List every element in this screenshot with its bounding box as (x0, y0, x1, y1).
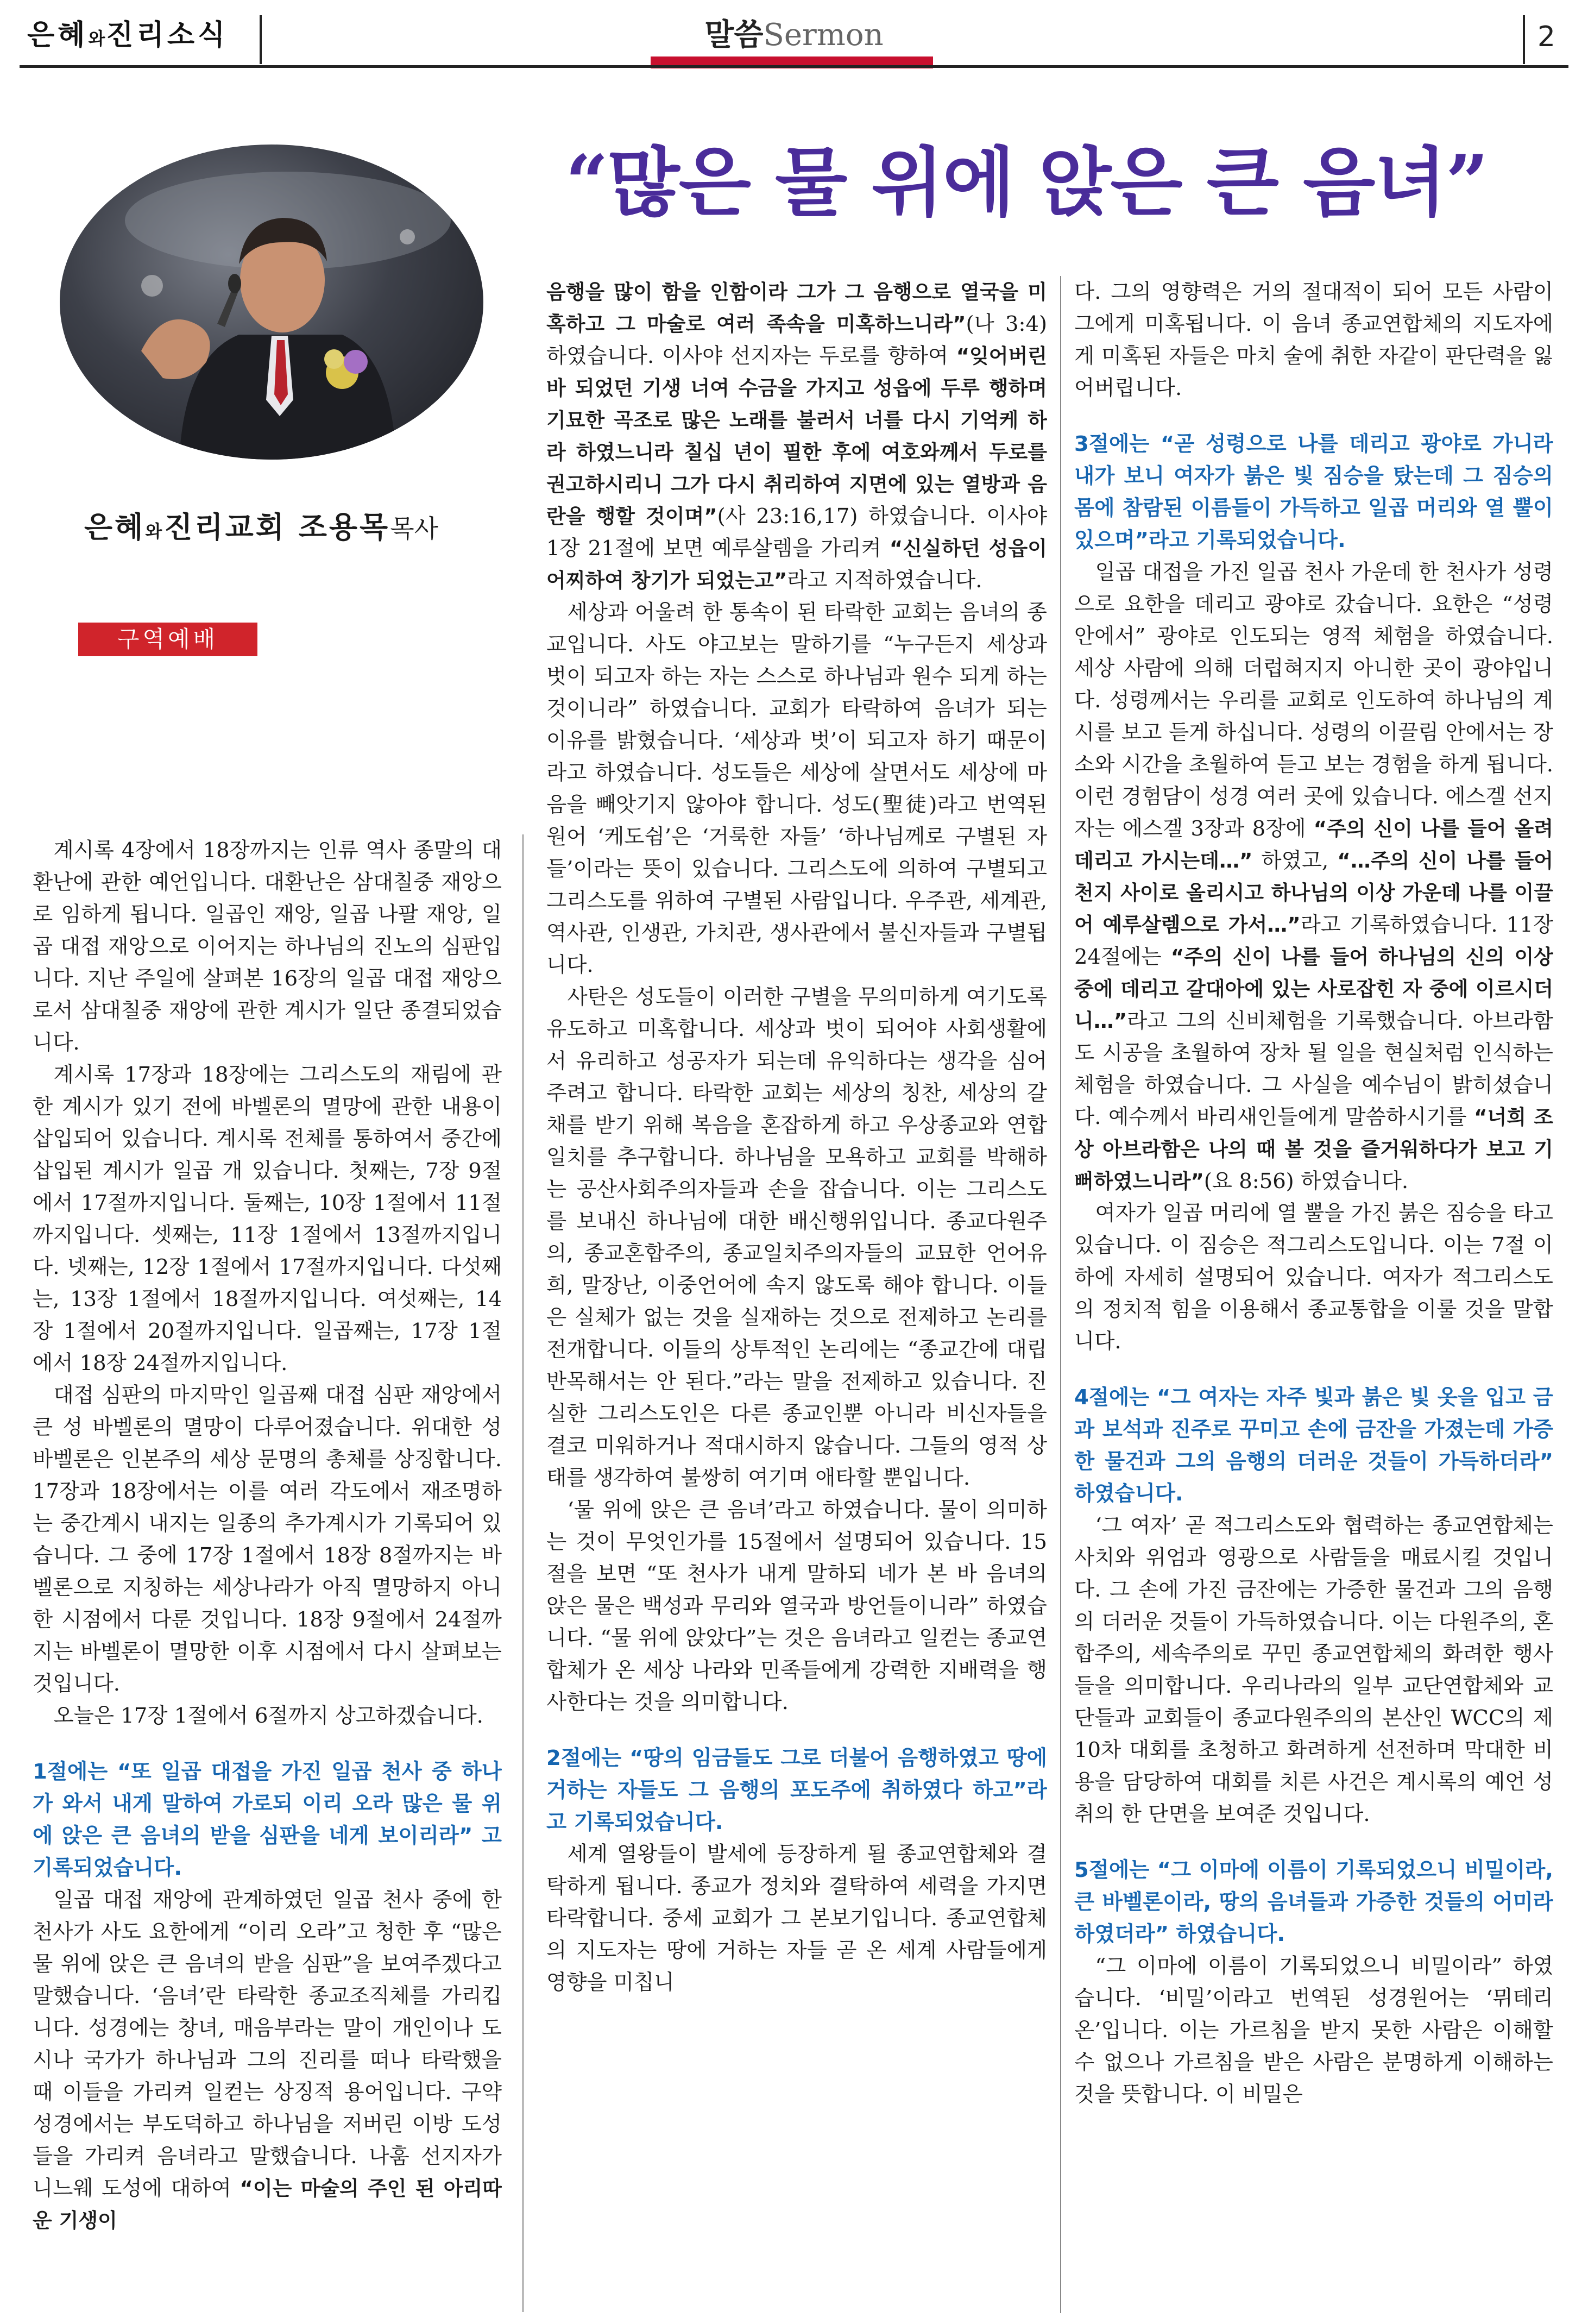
verse-heading: 3절에는 “곧 성령으로 나를 데리고 광야로 가니라 내가 보니 여자가 붉은 빛 짐승을 탔는데 그 짐승의 몸에 참람된 이름들이 가득하고 일곱 머리와 열 뿔이 있으며”라고 기록되었습니다. (1074, 432, 1553, 552)
paragraph: 대접 심판의 마지막인 일곱째 대접 심판 재앙에서 큰 성 바벨론의 멸망이 다루어졌습니다. 위대한 성 바벨론은 인본주의 세상 문명의 총체를 상징합니다. 17장과 18장에서는 이를 여러 각도에서 재조명하는 중간계시 내지는 일종의 추가계시가 기록되어 있습니다. 그 중에 17장 1절에서 18장 8절까지는 바벨론으로 지칭하는 세상나라가 아직 멸망하지 아니한 시점에서 다룬 것입니다. 18장 9절에서 24절까지는 바벨론이 멸망한 이후 시점에서 다시 살펴보는 것입니다. (33, 1383, 502, 1696)
paragraph: “그 이마에 이름이 기록되었으니 비밀이라” 하였습니다. ‘비밀’이라고 번역된 성경원어는 ‘뮈테리온’입니다. 이는 가르침을 받지 못한 사람은 이해할 수 없으나 가르침을 받은 사람은 분명하게 이해하는 것을 뜻합니다. 이 비밀은 (1074, 1954, 1553, 2107)
sermon-column-2 (546, 276, 1047, 2319)
paragraph: 오늘은 17장 1절에서 6절까지 상고하겠습니다. (53, 1704, 483, 1728)
sermon-title: “많은 물 위에 앉은 큰 음녀” (565, 138, 1488, 227)
verse-heading: 2절에는 “땅의 임금들도 그로 더불어 음행하였고 땅에 거하는 자들도 그 음행의 포도주에 취하였다 하고”라고 기록되었습니다. (546, 1746, 1047, 1835)
scripture-quote: “신실하던 성읍이 어찌하여 창기가 되었는고” (546, 537, 1047, 592)
church-name-part: 와 (145, 521, 165, 542)
paragraph: ‘물 위에 앉은 큰 음녀’라고 하였습니다. 물이 의미하는 것이 무엇인가를 15절에서 설명되어 있습니다. 15절을 보면 “또 천사가 내게 말하되 네가 본 바 음녀의 앉은 물은 백성과 무리와 열국과 방언들이니라” 하였습니다. “물 위에 앉았다”는 것은 음녀라고 일컫는 종교연합체가 온 세상 나라와 민족들에게 강력한 지배력을 행사한다는 것을 의미합니다. (546, 1498, 1047, 1714)
scripture-quote: “…주의 신이 나를 들어 천지 사이로 올리시고 하나님의 이상 가운데 나를 이끌어 예루살렘으로 가서…” (1074, 849, 1553, 937)
paragraph: 계시록 4장에서 18장까지는 인류 역사 종말의 대환난에 관한 예언입니다. 대환난은 삼대칠중 재앙으로 임하게 됩니다. 일곱인 재앙, 일곱 나팔 재앙, 일곱 대접 재앙으로 이어지는 하나님의 진노의 심판입니다. 지난 주일에 살펴본 16장의 일곱 대접 재앙으로서 삼대칠중 재앙에 관한 계시가 일단 종결되었습니다. (33, 838, 502, 1055)
paragraph (33, 1884, 502, 2237)
verse-heading: 1절에는 “또 일곱 대접을 가진 일곱 천사 중 하나가 와서 내게 말하여 가로되 이리 오라 많은 물 위에 앉은 큰 음녀의 받을 심판을 네게 보이리라” 고 기록되었습니다. (33, 1760, 502, 1880)
brand-part: 와 (88, 28, 106, 49)
pastor-photo-illustration (60, 145, 483, 460)
scripture-reference: · 성경 : 요한계시록 17장 1절~6절 (77, 673, 384, 696)
column-rule (1060, 276, 1061, 2313)
section-name-ko: 말씀 (704, 17, 764, 53)
paragraph: 여자가 일곱 머리에 열 뿔을 가진 붉은 짐승을 타고 있습니다. 이 짐승은 적그리스도입니다. 이는 7절 이하에 자세히 설명되어 있습니다. 여자가 적그리스도의 정치적 힘을 이용해서 종교통합을 이룰 것을 말합니다. (1074, 1201, 1553, 1354)
service-info-box (62, 639, 494, 771)
text-run: 일곱 대접 재앙에 관계하였던 일곱 천사 중에 한 천사가 사도 요한에게 “이리 오라”고 청한 후 “많은 물 위에 앉은 큰 음녀의 받을 심판”을 보여주겠다고 말했습니다. ‘음녀’란 타락한 종교조직체를 가리킵니다. 성경에는 창녀, 매음부라는 말이 개인이나 도시나 국가가 하나님과 그의 진리를 떠나 타락했을 때 이들을 가리켜 일컫는 상징적 용어입니다. 구약성경에서는 부도덕하고 하나님을 저버린 이방 도성들을 가리켜 음녀라고 말했습니다. 나훔 선지자가 니느웨 도성에 대하여 (33, 1888, 502, 2201)
text-run: 일곱 대접을 가진 일곱 천사 가운데 한 천사가 성령으로 요한을 데리고 광야로 갔습니다. 요한은 “성령 안에서” 광야로 인도되는 영적 체험을 하였습니다. 세상 사람에 의해 더럽혀지지 아니한 곳이 광야입니다. 성령께서는 우리를 교회로 인도하여 하나님의 계시를 보고 듣게 하십니다. 성령의 이끌림 안에서는 장소와 시간을 초월하여 듣고 보는 경험을 하게 됩니다. 이런 경험담이 성경 여러 곳에 있습니다. 에스겔 선지자는 에스겔 3장과 8장에 (1074, 560, 1553, 841)
church-name-part: 진리교회 (164, 510, 286, 544)
text-run: (요 8:56) 하였습니다. (1203, 1169, 1409, 1194)
pastor-title: 목사 (390, 514, 439, 543)
church-name-part: 은혜 (84, 510, 146, 544)
brand-part: 은혜 (27, 19, 89, 52)
text-run: 라고 기록하였습니다. 11장 24절에는 (1074, 913, 1553, 969)
paragraph: 다. 그의 영향력은 거의 절대적이 되어 모든 사람이 그에게 미혹됩니다. 이 음녀 종교연합체의 지도자에게 미혹된 자들은 마치 술에 취한 자같이 판단력을 잃어버립니다. (1074, 280, 1553, 400)
verse-heading: 4절에는 “그 여자는 자주 빛과 붉은 빛 옷을 입고 금과 보석과 진주로 꾸미고 손에 금잔을 가졌는데 가증한 물건과 그의 음행의 더러운 것들이 가득하더라” 하였습니다. (1074, 1385, 1553, 1506)
paragraph (1074, 556, 1553, 1197)
page-number: 2 (1537, 21, 1555, 53)
hymn-reference: · 찬송 : 은혜와진리찬양 363장 (77, 711, 348, 734)
paragraph (546, 276, 1047, 596)
scripture-quote: “주의 신이 나를 들어 올려 데리고 가시는데…” (1074, 817, 1553, 872)
sermon-column-3 (1074, 276, 1553, 2319)
paragraph: 세계 열왕들이 발세에 등장하게 될 종교연합체와 결탁하게 됩니다. 종교가 정치와 결탁하여 세력을 가지면 타락합니다. 중세 교회가 그 본보기입니다. 종교연합체의 지도자는 땅에 거하는 자들 곧 온 세계 사람들에게 영향을 미칩니 (546, 1842, 1047, 1995)
page-header (0, 0, 1588, 67)
scripture-quote: “주의 신이 나를 들어 하나님의 신의 이상 중에 데리고 갈대아에 있는 사로잡힌 자 중에 이르시더니…” (1074, 945, 1553, 1033)
pastor-byline (84, 504, 438, 546)
verse-heading: 5절에는 “그 이마에 이름이 기록되었으니 비밀이라, 큰 바벨론이라, 땅의 음녀들과 가증한 것들의 어미라 하였더라” 하였습니다. (1074, 1858, 1553, 1946)
paragraph: 사탄은 성도들이 이러한 구별을 무의미하게 여기도록 유도하고 미혹합니다. 세상과 벗이 되어야 사회생활에서 유리하고 성공자가 되는데 유익하다는 생각을 심어주려고 합니다. 타락한 교회는 세상의 칭찬, 세상의 갈채를 받기 위해 복음을 혼잡하게 하고 우상종교와 연합 일치를 추구합니다. 하나님을 모욕하고 교회를 박해하는 공산사회주의자들과 손을 잡습니다. 이는 그리스도를 보내신 하나님에 대한 배신행위입니다. 종교다원주의, 종교혼합주의, 종교일치주의자들의 교묘한 언어유희, 말장난, 이중언어에 속지 않도록 해야 합니다. 이들은 실체가 없는 것을 실재하는 것으로 전제하고 논리를 전개합니다. 이들의 상투적인 논리에는 “종교간에 대립 반목해서는 안 된다.”라는 말을 전제하고 있습니다. 진실한 그리스도인은 다른 종교인뿐 아니라 비신자들을 결코 미워하거나 적대시하지 않습니다. 그들의 영적 상태를 생각하여 불쌍히 여기며 애타할 뿐입니다. (546, 985, 1047, 1490)
text-run: 라고 지적하였습니다. (787, 568, 982, 593)
scripture-quote: “이는 마술의 주인 된 아리따운 기생이 (33, 2177, 502, 2232)
scripture-quote: “너희 조상 아브라함은 나의 때 볼 것을 즐거워하다가 보고 기뻐하였느니라” (1074, 1106, 1553, 1193)
text-run: 하였고, (1252, 849, 1338, 873)
scripture-quote: “잊어버린 바 되었던 기생 너여 수금을 가지고 성읍에 두루 행하며 기묘한 곡조로 많은 노래를 불러서 너를 다시 기억케 하라 하였느니라 칠십 년이 필한 후에 여호와께서 두로를 권고하시리니 그가 다시 취리하여 지면에 있는 열방과 음란을 행할 것이며” (546, 344, 1047, 528)
column-rule (522, 834, 524, 2312)
header-separator (1523, 15, 1525, 64)
paragraph: 세상과 어울려 한 통속이 된 타락한 교회는 음녀의 종교입니다. 사도 야고보는 말하기를 “누구든지 세상과 벗이 되고자 하는 자는 스스로 하나님과 원수 되게 하는 것이니라” 하였습니다. 교회가 타락하여 음녀가 되는 이유를 밝혔습니다. ‘세상과 벗’이 되고자 하기 때문이라고 하였습니다. 성도들은 세상에 살면서도 세상에 마음을 빼앗기지 않아야 합니다. 성도(聖徒)라고 번역된 원어 ‘케도쉼’은 ‘거룩한 자들’ ‘하나님께로 구별된 자들’이라는 뜻이 있습니다. 그리스도에 의하여 구별되고 그리스도를 위하여 구별된 사람입니다. 우주관, 세계관, 역사관, 인생관, 가치관, 생사관에서 불신자들과 구별됩니다. (546, 600, 1047, 977)
service-tab-label: 구역예배 (78, 623, 257, 656)
sermon-column-1 (33, 834, 502, 2317)
text-run: (나 3:4) 하였습니다. 이사야 선지자는 두로를 향하여 (546, 312, 1047, 368)
section-name-en: Sermon (763, 17, 884, 53)
paragraph: 계시록 17장과 18장에는 그리스도의 재림에 관한 계시가 있기 전에 바벨론의 멸망에 관한 내용이 삽입되어 있습니다. 계시록 전체를 통하여서 중간에 삽입된 계시가 일곱 개 있습니다. 첫째는, 7장 9절에서 17절까지입니다. 둘째는, 10장 1절에서 11절까지입니다. 셋째는, 11장 1절에서 13절까지입니다. 넷째는, 12장 1절에서 17절까지입니다. 다섯째는, 13장 1절에서 18절까지입니다. 여섯째는, 14장 1절에서 20절까지입니다. 일곱째는, 17장 1절에서 18장 24절까지입니다. (33, 1063, 502, 1375)
text-run: (사 23:16,17) 하였습니다. 이사야 1장 21절에 보면 예루살렘을 가리켜 (546, 504, 1047, 561)
section-heading (0, 11, 1588, 54)
pastor-photo (60, 145, 483, 460)
paragraph: ‘그 여자’ 곧 적그리스도와 협력하는 종교연합체는 사치와 위엄과 영광으로 사람들을 매료시킬 것입니다. 그 손에 가진 금잔에는 가증한 물건과 그의 음행의 더러운 것들이 가득하였습니다. 이는 다원주의, 혼합주의, 세속주의로 꾸민 종교연합체의 화려한 행사들을 의미합니다. 우리나라의 일부 교단연합체와 교단들과 교회들이 종교다원주의의 본산인 WCC의 제10차 대회를 초청하고 화려하게 선전하며 막대한 비용을 담당하여 대회를 치른 사건은 계시록의 예언 성취의 한 단면을 보여준 것입니다. (1074, 1513, 1553, 1826)
text-run: 라고 그의 신비체험을 기록했습니다. 아브라함도 시공을 초월하여 장차 될 일을 현실처럼 인식하는 체험을 하였습니다. 그 사실을 예수님이 밝히셨습니다. 예수께서 바리새인들에게 말씀하시기를 (1074, 1009, 1553, 1129)
scripture-quote: 음행을 많이 함을 인함이라 그가 그 음행으로 열국을 미혹하고 그 마술로 여러 족속을 미혹하느니라” (546, 280, 1047, 336)
pastor-name: 조용목 (298, 510, 390, 544)
header-rule (20, 65, 1568, 68)
brand-part: 진리소식 (106, 19, 229, 52)
